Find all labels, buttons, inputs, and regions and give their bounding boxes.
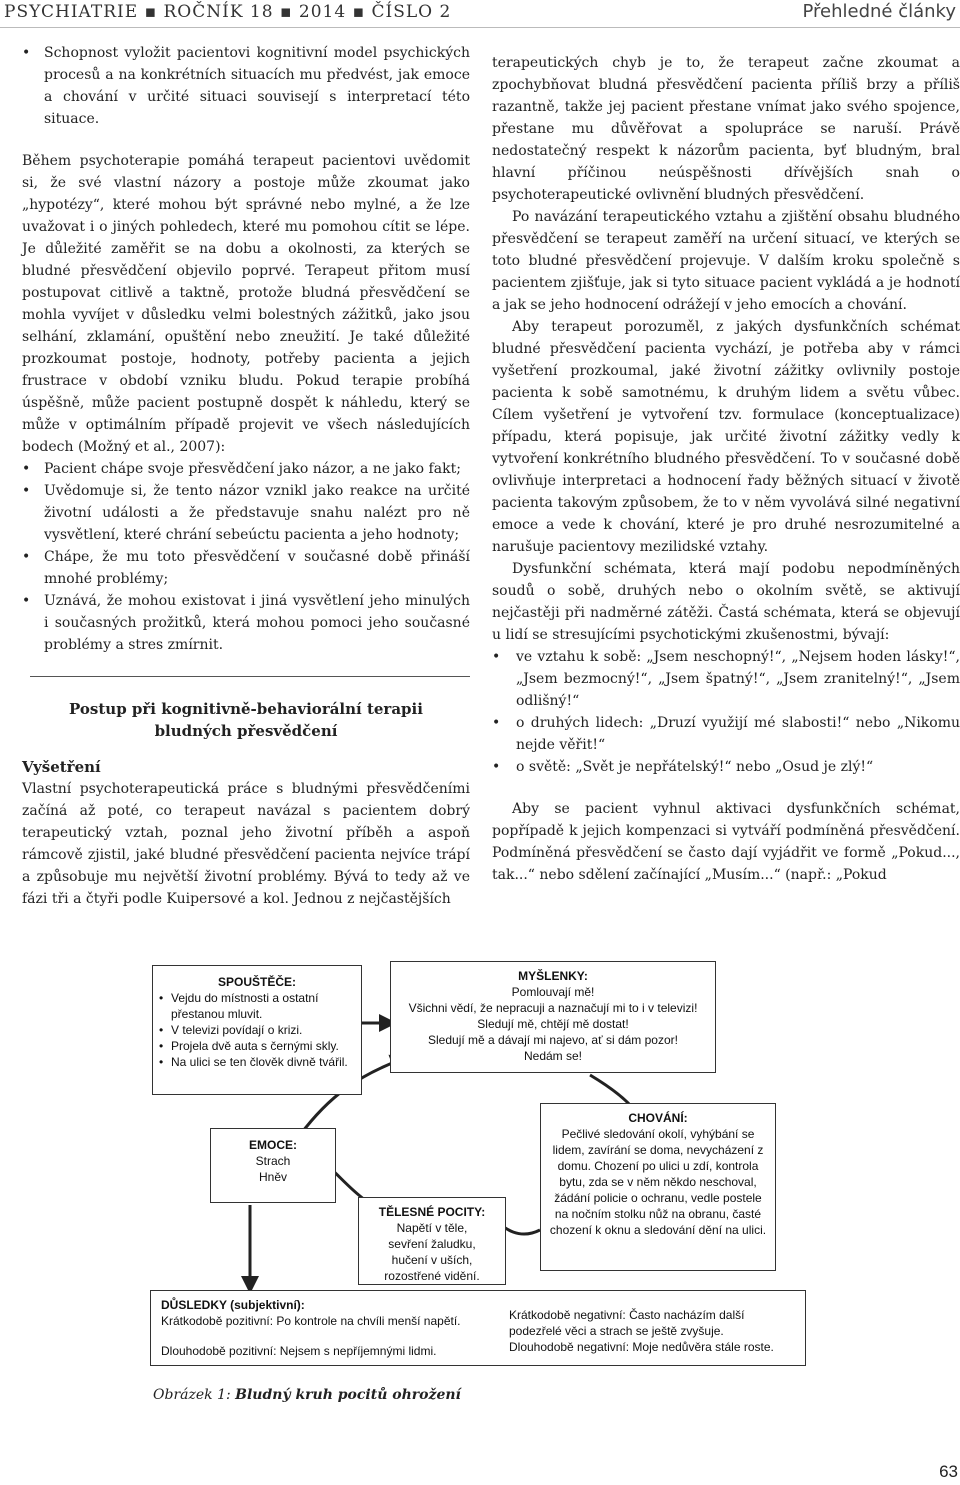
list-item: • o druhých lidech: „Druzí využijí mé slabosti!“ nebo „Nikomu nejde věřit!“	[492, 712, 960, 756]
long-term-positive: Dlouhodobě pozitivní: Nejsem s nepříjemnými lidmi.	[161, 1344, 437, 1358]
paragraph: Dysfunkční schémata, která mají podobu nepodmíněných soudů o sobě, druhých nebo o okolním světě, se aktivují nejčastěji při nadměrné zátěži. Častá schémata, která se objevují u lidí se stresujícími psychotickými zkušenostmi, bývají:	[492, 561, 960, 643]
paragraph: Během psychoterapie pomáhá terapeut pacientovi uvědomit si, že své vlastní názory a postoje může zkoumat jako „hypotézy“, které mohou být správné nebo mylné, a že lze uvažovat i o jiných pohledech, které mu pomohou cítit se lépe. Je důležité zaměřit se na dobu a okolnosti, za kterých se bludné přesvědčení objevilo poprvé. Terapeut přitom musí postupovat citlivě a taktně, protože bludná přesvědčení se mohla vyvíjet v důsledku velmi bolestných zážitků, jako jsou selhání, zklamání, opuštění nebo zneužití. Je také důležité prozkoumat postoje, hodnoty, potřeby pacienta a jejich frustrace v období vzniku bludu. Pokud terapie probíhá úspěšně, může pacient postupně dospět k náhledu, který se může v optimálním případě projevit ve všech následujících bodech (Možný et al., 2007):	[22, 153, 470, 455]
list-item: • ve vztahu k sobě: „Jsem neschopný!“, „Nejsem hoden lásky!“, „Jsem bezmocný!“, „Jsem špatný!“, „Jsem zranitelný!“, „Jsem odlišný!“	[492, 646, 960, 712]
paragraph: Vlastní psychoterapeutická práce s bludnými přesvědčeními začíná až poté, co terapeut navázal s pacientem dobrý terapeutický vztah, poznal jeho životní příběh a aspoň rámcově zjistil, jaké bludné přesvědčení pacienta nejvíce trápí a způsobuje mu největší životní problémy. Bývá to tedy až ve fázi tři a čtyři podle Kuipersové a kol. Jednou z nejčastějších	[22, 781, 470, 907]
subheading: Vyšetření	[22, 758, 101, 776]
running-header	[0, 0, 960, 30]
page-number: 63	[939, 1462, 958, 1481]
short-term-negative: Krátkodobě negativní: Často nacházím další podezřelé věci a strach se ještě zvyšuje.	[509, 1308, 745, 1338]
list-item: • Pacient chápe svoje přesvědčení jako názor, a ne jako fakt;	[22, 458, 470, 480]
paragraph: Po navázání terapeutického vztahu a zjištění obsahu bludného přesvědčení se terapeut zaměří na určení situací, ve kterých se toto bludné přesvědčení projevuje. V dalším kroku společně s pacientem zjišťuje, jak si tyto situace pacient vykládá a je hodnotí a jak se jeho hodnocení odrážejí v jeho emocích a chování.	[492, 209, 960, 313]
section-heading: Postup při kognitivně-behaviorální terapii bludných přesvědčení	[69, 700, 423, 740]
right-column	[492, 52, 960, 886]
behavior-box: CHOVÁNÍ: Pečlivé sledování okolí, vyhýbání se lidem, zavírání se doma, nevycházení z domu. Chození po ulici u zdí, kontrola bytu, zda se v něm někdo neschoval, žádání policie o ochranu, vedle postele na nočním stolku nůž na obranu, časté chození k oknu a sledování dění na ulici.	[540, 1103, 776, 1271]
list-item: • o světě: „Svět je nepřátelský!“ nebo „Osud je zlý!“	[492, 756, 960, 778]
list-item: • Uznává, že mohou existovat i jiná vysvětlení jeho minulých i současných prožitků, která mohou pomoci jeho současné problémy a stres zmírnit.	[22, 590, 470, 656]
list-item: • Schopnost vyložit pacientovi kognitivní model psychických procesů a na konkrétních situacích mu předvést, jak emoce a chování v určité situaci souvisejí s interpretací této situace.	[22, 42, 470, 130]
paragraph: Aby se pacient vyhnul aktivaci dysfunkčních schémat, popřípadě k jejich kompenzaci si vytváří podmíněná přesvědčení. Podmíněná přesvědčení se často dají vyjádřit ve formě „Pokud..., tak...“ nebo sdělení začínající „Musím...“ (např.: „Pokud	[492, 801, 960, 883]
figure-vicious-circle	[0, 935, 960, 1385]
header-rule	[0, 27, 960, 28]
paragraph: terapeutických chyb je to, že terapeut začne zkoumat a zpochybňovat bludná přesvědčení pacienta příliš brzy a příliš razantně, takže jej pacient přestane vnímat jako svého spojence, přestane mu důvěřovat a spolupráce se naruší. Právě nedostatečný respekt k názorům pacienta, byť bludným, bral hlavní příčinou neúspěšnosti dřívějších snah o psychoterapeutické ovlivnění bludných přesvědčení.	[492, 55, 960, 203]
insight-bullet-list	[22, 458, 470, 656]
short-term-positive: Krátkodobě pozitivní: Po kontrole na chvíli menší napětí.	[161, 1314, 461, 1328]
long-term-negative: Dlouhodobě negativní: Moje nedůvěra stále roste.	[509, 1340, 774, 1354]
intro-bullet-list	[22, 42, 470, 130]
list-item: • Chápe, že mu toto přesvědčení v současné době přináší mnohé problémy;	[22, 546, 470, 590]
consequences-box: DŮSLEDKY (subjektivní): Krátkodobě pozitivní: Po kontrole na chvíli menší napětí. Dlouhodobě pozitivní: Nejsem s nepříjemnými lidmi. Krátkodobě negativní: Často nacházím další podezřelé věci a strach se ještě zvyšuje. Dlouhodobě negativní: Moje nedůvěra stále roste.	[150, 1290, 806, 1366]
triggers-box: SPOUŠTĚČE: • Vejdu do místnosti a ostatní přestanou mluvit. • V televizi povídají o krizi. • Projela dvě auta s černými skly. • Na ulici se ten člověk divně tvářil.	[152, 965, 362, 1095]
list-item: • Na ulici se ten člověk divně tvářil.	[157, 1054, 357, 1070]
section-divider	[30, 676, 470, 677]
list-item: • Projela dvě auta s černými skly.	[157, 1038, 357, 1054]
journal-info: PSYCHIATRIE ▪ ROČNÍK 18 ▪ 2014 ▪ ČÍSLO 2	[4, 2, 452, 22]
list-item: • Vejdu do místnosti a ostatní přestanou mluvit.	[157, 990, 357, 1022]
list-item: • Uvědomuje si, že tento názor vznikl jako reakce na určité životní události a že představuje snahu nalézt pro ně vysvětlení, které chrání sebeúctu pacienta a jeho hodnoty;	[22, 480, 470, 546]
paragraph: Aby terapeut porozuměl, z jakých dysfunkčních schémat bludné přesvědčení pacienta vychází, je potřeba aby v rámci vyšetření prozkoumal, jaké životní zážitky ovlivnily postoje pacienta k sobě samotnému, k druhým lidem a světu vůbec. Cílem vyšetření je vytvoření tzv. formulace (konceptualizace) případu, která popisuje, jak určité životní zážitky vedly k vytvoření konkrétního bludného přesvědčení. To v současné době ovlivňuje interpretaci a hodnocení řady běžných situací v životě pacienta takovým způsobem, že to v něm vyvolává silné negativní emoce a vede k chování, které je pro druhé nesrozumitelné a narušuje pacientovy mezilidské vztahy.	[492, 319, 960, 555]
thoughts-box: MYŠLENKY: Pomlouvají mě! Všichni vědí, že nepracuji a naznačují mi to i v televizi! Sledují mě, chtějí mě dostat! Sledují mě a dávají mi najevo, ať si dám pozor! Nedám se!	[390, 961, 716, 1073]
section-label: Přehledné články	[802, 1, 956, 22]
bodily-sensations-box: TĚLESNÉ POCITY: Napětí v těle, sevření žaludku, hučení v uších, rozostřené vidění.	[358, 1197, 506, 1285]
left-column	[22, 42, 470, 910]
emotions-box: EMOCE: Strach Hněv	[210, 1128, 336, 1203]
list-item: • V televizi povídají o krizi.	[157, 1022, 357, 1038]
schema-bullet-list	[492, 646, 960, 778]
figure-caption: Obrázek 1: Bludný kruh pocitů ohrožení	[153, 1387, 461, 1403]
